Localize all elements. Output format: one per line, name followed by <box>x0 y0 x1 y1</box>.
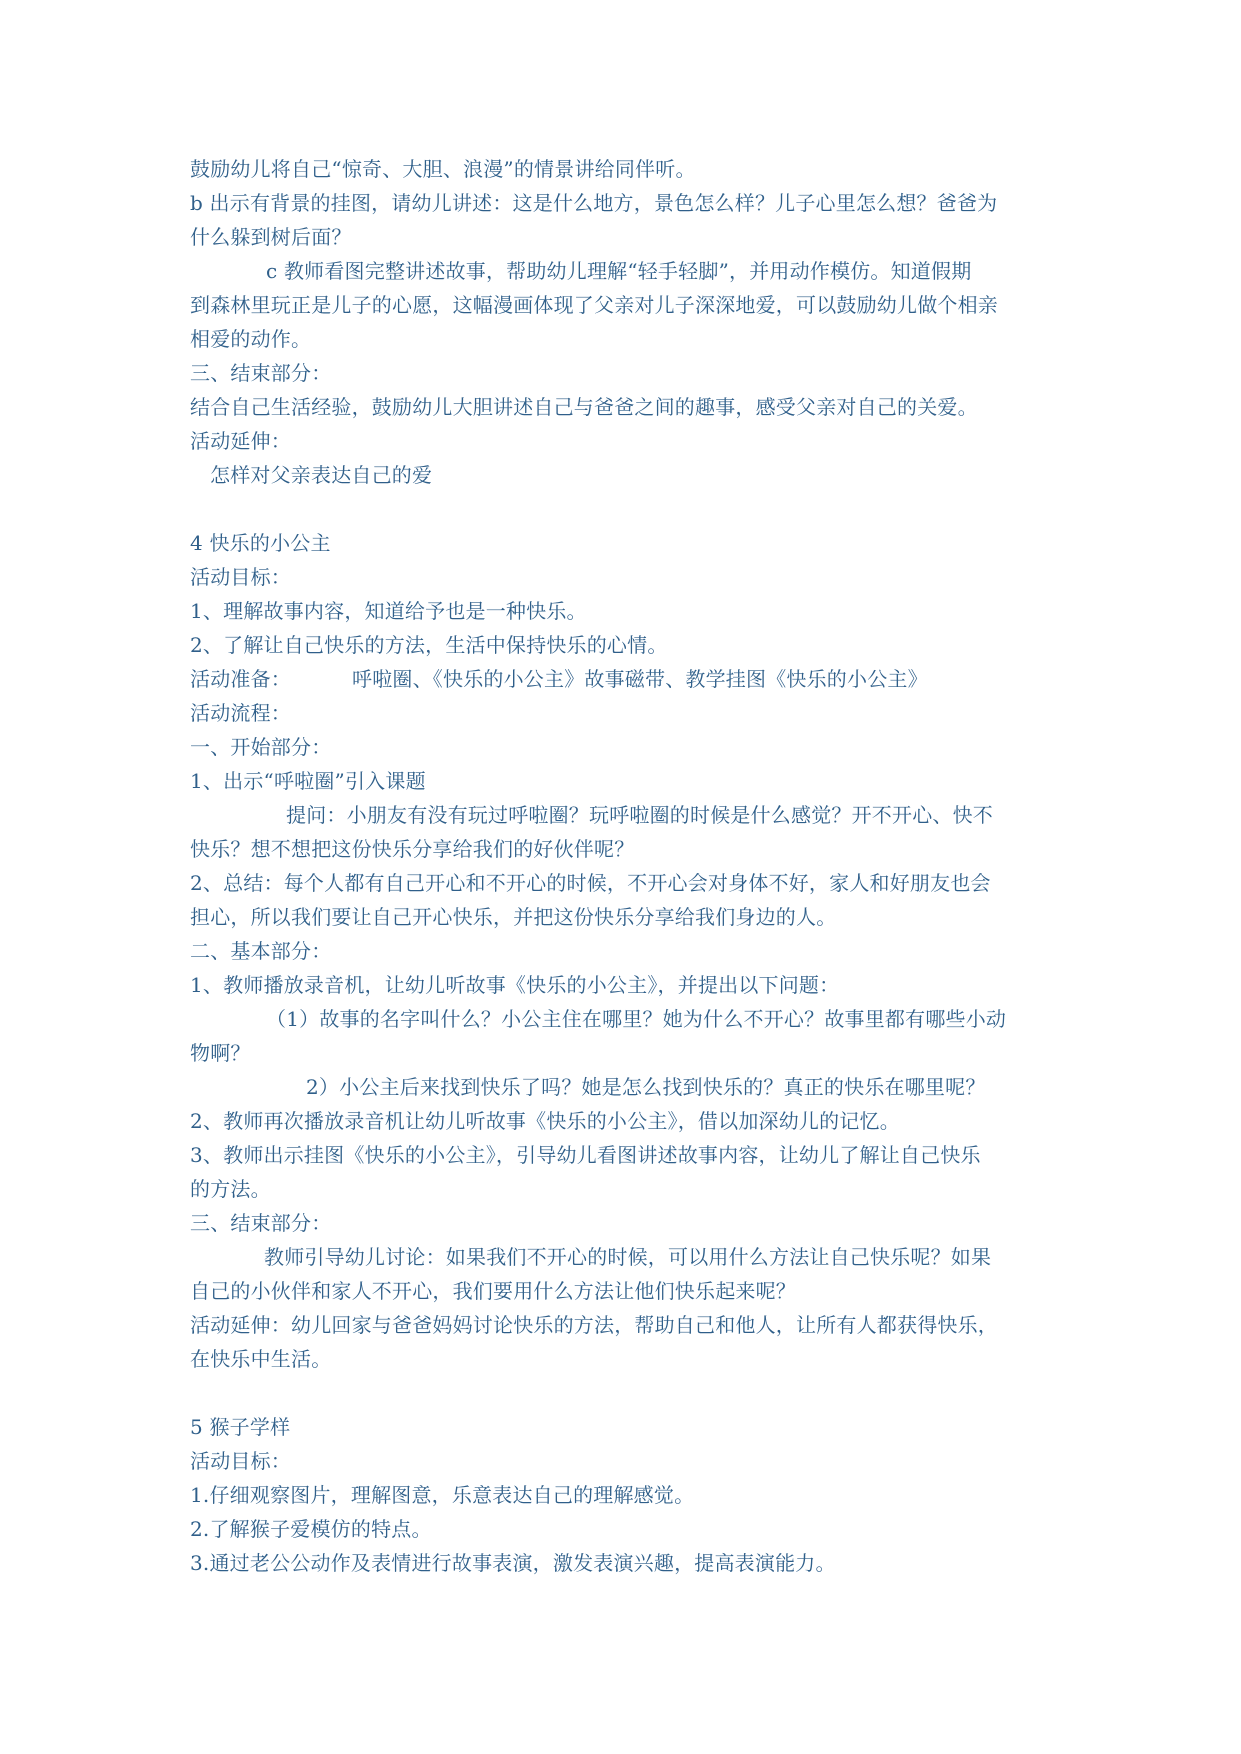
text-line: 怎样对父亲表达自己的爱 <box>210 463 433 487</box>
text-line: 1.仔细观察图片，理解图意，乐意表达自己的理解感觉。 <box>190 1483 695 1507</box>
lesson-title: 5 猴子学样 <box>190 1415 291 1439</box>
text-line: 2、总结：每个人都有自己开心和不开心的时候，不开心会对身体不好，家人和好朋友也会 <box>190 871 991 895</box>
text-line: 活动延伸： <box>190 429 291 453</box>
text-line: 2、教师再次播放录音机让幼儿听故事《快乐的小公主》，借以加深幼儿的记忆。 <box>190 1109 900 1133</box>
text-line: 呼啦圈、《快乐的小公主》故事磁带、教学挂图《快乐的小公主》 <box>352 667 928 691</box>
text-line: 1、理解故事内容，知道给予也是一种快乐。 <box>190 599 587 623</box>
text-line: 什么躲到树后面？ <box>190 225 352 249</box>
text-line: 结合自己生活经验，鼓励幼儿大胆讲述自己与爸爸之间的趣事，感受父亲对自己的关爱。 <box>190 395 978 419</box>
text-line: 到森林里玩正是儿子的心愿，这幅漫画体现了父亲对儿子深深地爱，可以鼓励幼儿做个相亲 <box>190 293 998 317</box>
text-line: 快乐？想不想把这份快乐分享给我们的好伙伴呢？ <box>190 837 635 861</box>
text-line: 担心，所以我们要让自己开心快乐，并把这份快乐分享给我们身边的人。 <box>190 905 837 929</box>
text-line: 物啊？ <box>190 1041 251 1065</box>
section-heading: 一、开始部分： <box>190 735 332 759</box>
text-line: 教师引导幼儿讨论：如果我们不开心的时候，可以用什么方法让自己快乐呢？如果 <box>264 1245 992 1269</box>
text-line: 3、教师出示挂图《快乐的小公主》，引导幼儿看图讲述故事内容，让幼儿了解让自己快乐 <box>190 1143 981 1167</box>
text-line: 1、出示“呼啦圈”引入课题 <box>190 769 426 793</box>
text-line: 相爱的动作。 <box>190 327 312 351</box>
lesson-title: 4 快乐的小公主 <box>190 531 331 555</box>
text-line: 提问：小朋友有没有玩过呼啦圈？玩呼啦圈的时候是什么感觉？开不开心、快不 <box>286 803 993 827</box>
text-line: 2、了解让自己快乐的方法，生活中保持快乐的心情。 <box>190 633 668 657</box>
text-line: 活动延伸：幼儿回家与爸爸妈妈讨论快乐的方法，帮助自己和他人，让所有人都获得快乐， <box>190 1313 998 1337</box>
text-line: c 教师看图完整讲述故事，帮助幼儿理解“轻手轻脚”，并用动作模仿。知道假期 <box>266 259 972 283</box>
text-line: 2）小公主后来找到快乐了吗？她是怎么找到快乐的？真正的快乐在哪里呢？ <box>306 1075 986 1099</box>
text-line: 活动目标： <box>190 1449 291 1473</box>
text-line: 1、教师播放录音机，让幼儿听故事《快乐的小公主》，并提出以下问题： <box>190 973 840 997</box>
text-line: 鼓励幼儿将自己“惊奇、大胆、浪漫”的情景讲给同伴听。 <box>190 157 696 181</box>
text-line: b 出示有背景的挂图，请幼儿讲述：这是什么地方，景色怎么样？儿子心里怎么想？爸爸为 <box>190 191 998 215</box>
text-line: 在快乐中生活。 <box>190 1347 332 1371</box>
text-line: 的方法。 <box>190 1177 271 1201</box>
text-line: 自己的小伙伴和家人不开心，我们要用什么方法让他们快乐起来呢？ <box>190 1279 796 1303</box>
section-heading: 二、基本部分： <box>190 939 332 963</box>
text-line: （1）故事的名字叫什么？小公主住在哪里？她为什么不开心？故事里都有哪些小动 <box>266 1007 1007 1031</box>
section-heading: 三、结束部分： <box>190 1211 332 1235</box>
section-heading: 三、结束部分： <box>190 361 332 385</box>
text-line: 3.通过老公公动作及表情进行故事表演，激发表演兴趣，提高表演能力。 <box>190 1551 836 1575</box>
text-line: 2.了解猴子爱模仿的特点。 <box>190 1517 432 1541</box>
text-line: 活动流程： <box>190 701 291 725</box>
text-line: 活动目标： <box>190 565 291 589</box>
text-line: 活动准备： <box>190 667 291 691</box>
